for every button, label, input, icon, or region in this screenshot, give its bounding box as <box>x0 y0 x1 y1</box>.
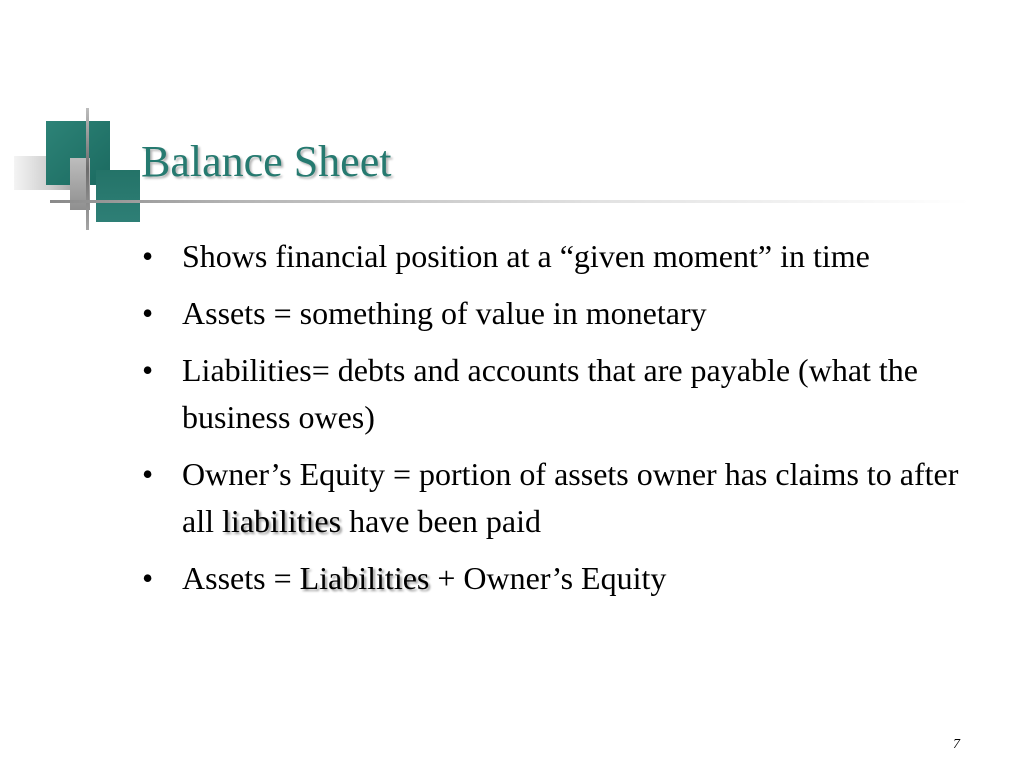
slide-title: Balance Sheet <box>141 137 392 186</box>
bullet-text: Liabilities= debts and accounts that are payable (what the business owes) <box>182 352 918 435</box>
title-underline <box>50 200 970 203</box>
corner-decoration-vertical-line <box>86 108 89 230</box>
bullet-item-assets-definition <box>140 290 980 337</box>
bullet-marker: • <box>142 560 154 596</box>
bullet-text: Shows financial position at a “given moment” in time <box>182 238 870 274</box>
bullet-list <box>140 233 980 612</box>
bullet-marker: • <box>142 456 154 492</box>
bullet-item-owners-equity-definition <box>140 451 980 545</box>
bullet-marker: • <box>142 352 154 388</box>
corner-decoration-teal-block-lower <box>96 170 140 222</box>
bullet-text: Assets = something of value in monetary <box>182 295 707 331</box>
bullet-text-start: Owner’s Equity = portion of assets owner has claims to after all <box>182 456 959 539</box>
page-number: 7 <box>953 737 960 752</box>
bullet-text-end: have been paid <box>341 503 541 539</box>
bullet-marker: • <box>142 295 154 331</box>
bullet-text-end: + Owner’s Equity <box>429 560 667 596</box>
bullet-text-start: Assets = <box>182 560 300 596</box>
emphasized-word: Liabilities <box>299 560 430 596</box>
bullet-item-financial-position <box>140 233 980 280</box>
bullet-item-liabilities-definition <box>140 347 980 441</box>
bullet-item-accounting-equation <box>140 555 980 602</box>
bullet-marker: • <box>142 238 154 274</box>
emphasized-word: liabilities <box>221 503 342 539</box>
